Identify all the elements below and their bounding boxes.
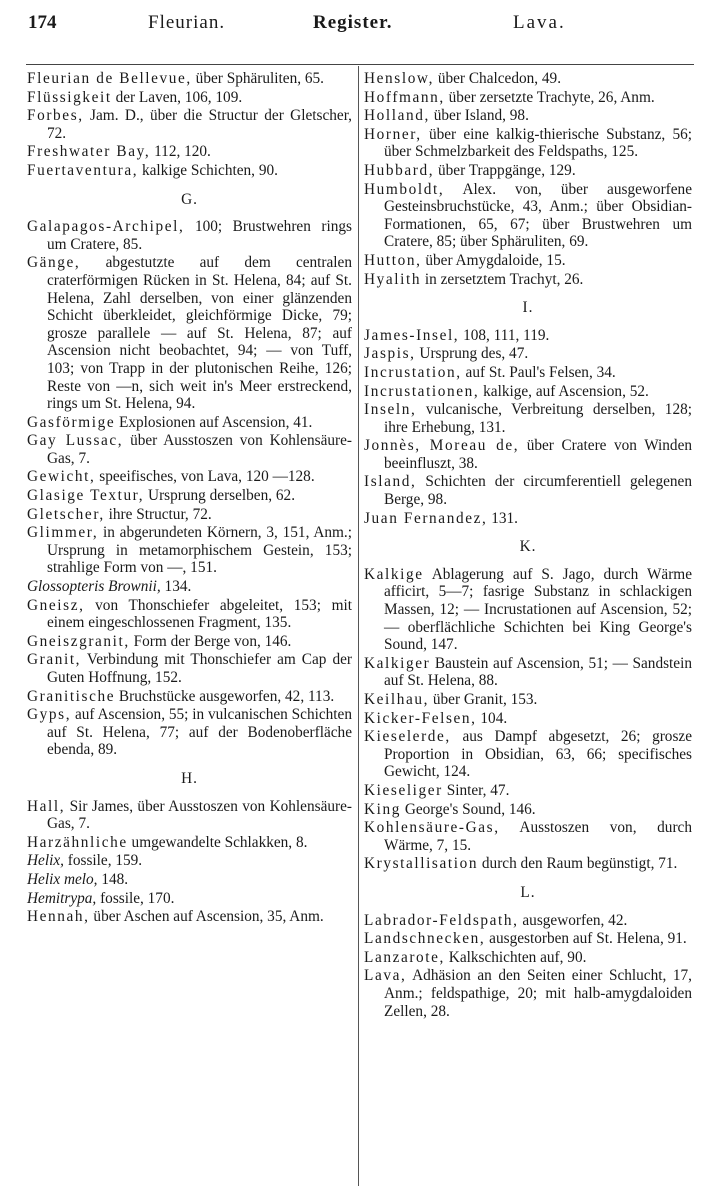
index-entry <box>27 597 352 632</box>
index-term: Gasförmige <box>27 413 116 431</box>
page-number: 174 <box>28 12 57 33</box>
index-term: Forbes, <box>27 107 84 125</box>
index-entry <box>364 655 692 690</box>
index-references: auf Ascension, 55; in vulcanischen Schichten auf St. Helena, 77; auf der Bodenoberfläche ebenda, 89. <box>47 706 352 759</box>
index-term: Helix, <box>27 852 64 870</box>
index-entry <box>364 782 692 800</box>
index-references: 112, 120. <box>150 143 211 161</box>
index-entry <box>364 252 692 270</box>
index-references: Ursprung derselben, 62. <box>144 487 296 505</box>
index-references: Ausstoszen von, durch Wärme, 7, 15. <box>384 819 692 854</box>
index-term: Holland, <box>364 107 430 125</box>
index-term: Gletscher, <box>27 505 105 523</box>
index-term: Kieselerde, <box>364 728 451 746</box>
index-entry <box>364 967 692 1020</box>
index-term: Juan Fernandez, <box>364 509 488 527</box>
index-references: über Ausstoszen von Kohlensäure-Gas, 7. <box>47 432 352 467</box>
index-references: 108, 111, 119. <box>459 326 550 344</box>
index-entry <box>27 706 352 759</box>
index-entry <box>364 345 692 363</box>
index-references: Alex. von, über ausgeworfene Gesteinsbruchstücke, 43, Anm.; über Obsidian-Formationen, 65, 67; über Brustwehren um Cratere, 85; über Sphäruliten, 69. <box>384 180 692 251</box>
index-term: Lava, <box>364 967 407 985</box>
index-term: Hyalith <box>364 270 422 288</box>
index-entry <box>27 798 352 833</box>
index-entry <box>364 364 692 382</box>
index-term: Glasige Textur, <box>27 487 145 505</box>
section-letter: L. <box>520 883 536 901</box>
header-right-title: Lava. <box>513 12 566 33</box>
index-entry <box>27 162 352 180</box>
index-references: über Chalcedon, 49. <box>434 70 562 87</box>
section-letter: H. <box>181 769 198 787</box>
index-entry <box>27 852 352 870</box>
index-references: über Trappgänge, 129. <box>434 161 576 179</box>
index-references: in abgerundeten Körnern, 3, 151, Anm.; Ursprung in metamorphischem Gestein, 153; strahlige Form von —, 151. <box>47 524 352 577</box>
index-term: Glossopteris Brownii, <box>27 578 161 596</box>
index-entry <box>364 510 692 528</box>
index-references: fossile, 159. <box>63 852 143 870</box>
index-references: über Aschen auf Ascension, 35, Anm. <box>89 908 324 926</box>
index-entry <box>364 855 692 873</box>
index-entry <box>27 414 352 432</box>
index-entry <box>364 930 692 948</box>
index-references: über zersetzte Trachyte, 26, Anm. <box>444 88 655 106</box>
index-references: Ablagerung auf S. Jago, durch Wärme afficirt, 5—7; fasrige Substanz in schlackigen Massen, 12; — Incrustationen auf Ascension, 52; — oberflächliche Schichten bei King George's Sound, 147. <box>384 565 692 654</box>
index-references: umgewandelte Schlakken, 8. <box>127 833 308 851</box>
index-entry <box>364 383 692 401</box>
section-letter: G. <box>181 190 198 208</box>
index-references: 148. <box>97 870 129 888</box>
index-references: Form der Berge von, 146. <box>129 632 292 650</box>
index-references: kalkige, auf Ascension, 52. <box>479 382 649 400</box>
index-references: fossile, 170. <box>96 889 175 907</box>
index-references: 100; Brustwehren rings um Cratere, 85. <box>47 218 352 253</box>
index-term: Hubbard, <box>364 161 435 179</box>
index-term: Gneisz, <box>27 596 85 614</box>
header-rule <box>26 64 694 65</box>
index-references: vulcanische, Verbreitung derselben, 128; ihre Erhebung, 131. <box>384 401 692 436</box>
index-entry <box>27 218 352 253</box>
index-references: 131. <box>487 509 518 527</box>
index-references: Sinter, 47. <box>442 781 510 799</box>
index-term: Granitische <box>27 687 116 705</box>
index-term: Granit, <box>27 651 82 669</box>
index-entry <box>364 728 692 781</box>
index-term: Landschnecken, <box>364 930 486 948</box>
index-term: Gyps, <box>27 706 72 724</box>
index-entry <box>27 506 352 524</box>
index-term: Fleurian de Bellevue, <box>27 70 192 87</box>
index-entry <box>27 578 352 596</box>
index-references: über Amygdaloide, 15. <box>421 251 566 269</box>
index-entry <box>364 126 692 161</box>
index-term: Krystallisation <box>364 855 479 873</box>
index-term: King <box>364 800 401 818</box>
index-references: George's Sound, 146. <box>401 800 536 818</box>
index-entry <box>364 401 692 436</box>
index-references: Kalkschichten auf, 90. <box>444 948 587 966</box>
index-references: abgestutzte auf dem centralen craterförmigen Rücken in St. Helena, 84; auf St. Helena, Zahl derselben, von einer glänzenden Schicht überkleidet, gleichförmige Dicke, 79; grosze parallele — auf St. Helena, 87; auf Ascension nicht beobachtet, 94; — von Tuff, 103; von Trapp in der plutonischen Reihe, 126; Reste von —n, sich weit in's Meer erstreckend, rings um St. Helena, 94. <box>47 254 352 413</box>
index-references: Jam. D., über die Structur der Gletscher, 72. <box>47 107 352 142</box>
index-term: Glimmer, <box>27 524 99 542</box>
index-term: Gay Lussac, <box>27 432 124 450</box>
index-entry <box>364 710 692 728</box>
index-entry <box>27 89 352 107</box>
index-references: von Thonschiefer abgeleitet, 153; mit einem eingeschlossenen Fragment, 135. <box>47 596 352 632</box>
index-references: ihre Structur, 72. <box>104 505 212 523</box>
index-term: Fuertaventura, <box>27 161 139 179</box>
index-term: Hoffmann, <box>364 88 445 106</box>
index-term: Freshwater Bay, <box>27 143 151 161</box>
index-entry <box>364 801 692 819</box>
index-entry <box>27 468 352 486</box>
index-entry <box>27 651 352 686</box>
index-entry <box>364 271 692 289</box>
index-references: ausgestorben auf St. Helena, 91. <box>485 930 687 948</box>
index-term: Henslow, <box>364 70 435 87</box>
index-references: Ursprung des, 47. <box>415 345 529 363</box>
column-divider <box>358 66 359 1186</box>
index-term: Kalkige <box>364 565 424 583</box>
index-references: Verbindung mit Thonschiefer am Cap der Guten Hoffnung, 152. <box>47 651 352 686</box>
index-term: Jonnès, Moreau de, <box>364 437 520 455</box>
index-entry <box>364 819 692 854</box>
index-entry <box>364 162 692 180</box>
index-references: über Island, 98. <box>429 107 529 125</box>
index-term: Kalkiger <box>364 654 431 672</box>
index-references: auf St. Paul's Felsen, 34. <box>461 363 616 381</box>
index-references: aus Dampf abgesetzt, 26; grosze Proportion in Obsidian, 63, 66; specifisches Gewicht, 124. <box>384 728 692 781</box>
section-letter: I. <box>522 299 534 317</box>
index-references: speeifisches, von Lava, 120 —128. <box>95 468 315 486</box>
index-term: Inseln, <box>364 401 417 419</box>
index-term: Hutton, <box>364 251 422 269</box>
index-entry <box>27 688 352 706</box>
index-term: Island, <box>364 473 417 491</box>
index-entry <box>364 566 692 654</box>
index-entry <box>364 437 692 472</box>
index-references: Sir James, über Ausstoszen von Kohlensäure-Gas, 7. <box>47 797 352 833</box>
index-entry <box>27 70 352 88</box>
page-header <box>28 6 708 36</box>
index-entry <box>27 143 352 161</box>
index-term: Gneiszgranit, <box>27 632 130 650</box>
index-term: Kieseliger <box>364 781 443 799</box>
index-references: Schichten der circumferentiell gelegenen Berge, 98. <box>384 473 692 509</box>
index-column-left <box>27 70 352 926</box>
index-entry <box>364 181 692 251</box>
header-center-title: Register. <box>313 12 393 33</box>
index-column-right <box>364 70 692 1020</box>
index-term: Keilhau, <box>364 691 430 708</box>
index-term: Hemitrypa, <box>27 889 97 907</box>
index-entry <box>27 487 352 505</box>
index-references: kalkige Schichten, 90. <box>138 161 278 179</box>
index-entry <box>364 912 692 930</box>
index-term: Galapagos-Archipel, <box>27 218 185 236</box>
index-term: Helix melo, <box>27 870 98 888</box>
index-entry <box>364 327 692 345</box>
index-term: James-Insel, <box>364 326 460 344</box>
index-entry <box>27 890 352 908</box>
index-term: Humboldt, <box>364 180 445 198</box>
index-references: in zersetztem Trachyt, 26. <box>421 270 584 288</box>
index-references: 134. <box>160 578 192 596</box>
index-references: Baustein auf Ascension, 51; — Sandstein auf St. Helena, 88. <box>384 654 692 690</box>
index-term: Gewicht, <box>27 468 96 486</box>
index-references: über Cratere von Winden beeinfluszt, 38. <box>384 437 693 472</box>
index-references: Adhäsion an den Seiten einer Schlucht, 17, Anm.; feldspathige, 20; mit halb-amygdaloiden Zellen, 28. <box>384 967 692 1020</box>
index-term: Hall, <box>27 797 66 815</box>
index-references: über Granit, 153. <box>429 691 538 708</box>
index-entry <box>27 908 352 926</box>
index-term: Jaspis, <box>364 345 416 363</box>
index-entry <box>364 89 692 107</box>
index-entry <box>27 834 352 852</box>
index-references: durch den Raum begünstigt, 71. <box>478 855 678 873</box>
index-entry <box>364 107 692 125</box>
index-term: Flüssigkeit <box>27 88 112 106</box>
index-term: Gänge, <box>27 254 81 272</box>
index-entry <box>27 254 352 412</box>
index-term: Kohlensäure-Gas, <box>364 819 500 837</box>
index-term: Horner, <box>364 125 422 143</box>
index-term: Incrustation, <box>364 363 462 381</box>
index-entry <box>364 70 692 88</box>
index-references: 104. <box>476 709 508 727</box>
index-entry <box>27 633 352 651</box>
index-term: Lanzarote, <box>364 948 445 966</box>
index-references: Bruchstücke ausgeworfen, 42, 113. <box>115 687 335 705</box>
index-term: Harzähnliche <box>27 833 128 851</box>
index-references: Explosionen auf Ascension, 41. <box>115 413 313 431</box>
index-term: Hennah, <box>27 908 90 926</box>
index-entry <box>27 107 352 142</box>
index-entry <box>27 432 352 467</box>
index-term: Kicker-Felsen, <box>364 709 477 727</box>
index-references: über Sphäruliten, 65. <box>191 70 324 87</box>
index-entry <box>364 473 692 508</box>
index-references: über eine kalkig-thierische Substanz, 56; über Schmelzbarkeit des Feldspaths, 125. <box>384 125 692 161</box>
section-letter: K. <box>519 538 537 556</box>
index-term: Incrustationen, <box>364 382 480 400</box>
index-term: Labrador-Feldspath, <box>364 911 519 929</box>
index-entry <box>364 949 692 967</box>
header-left-title: Fleurian. <box>148 12 226 33</box>
index-references: der Laven, 106, 109. <box>111 88 243 106</box>
index-entry <box>364 691 692 709</box>
index-entry <box>27 524 352 577</box>
index-references: ausgeworfen, 42. <box>518 911 628 929</box>
index-entry <box>27 871 352 889</box>
